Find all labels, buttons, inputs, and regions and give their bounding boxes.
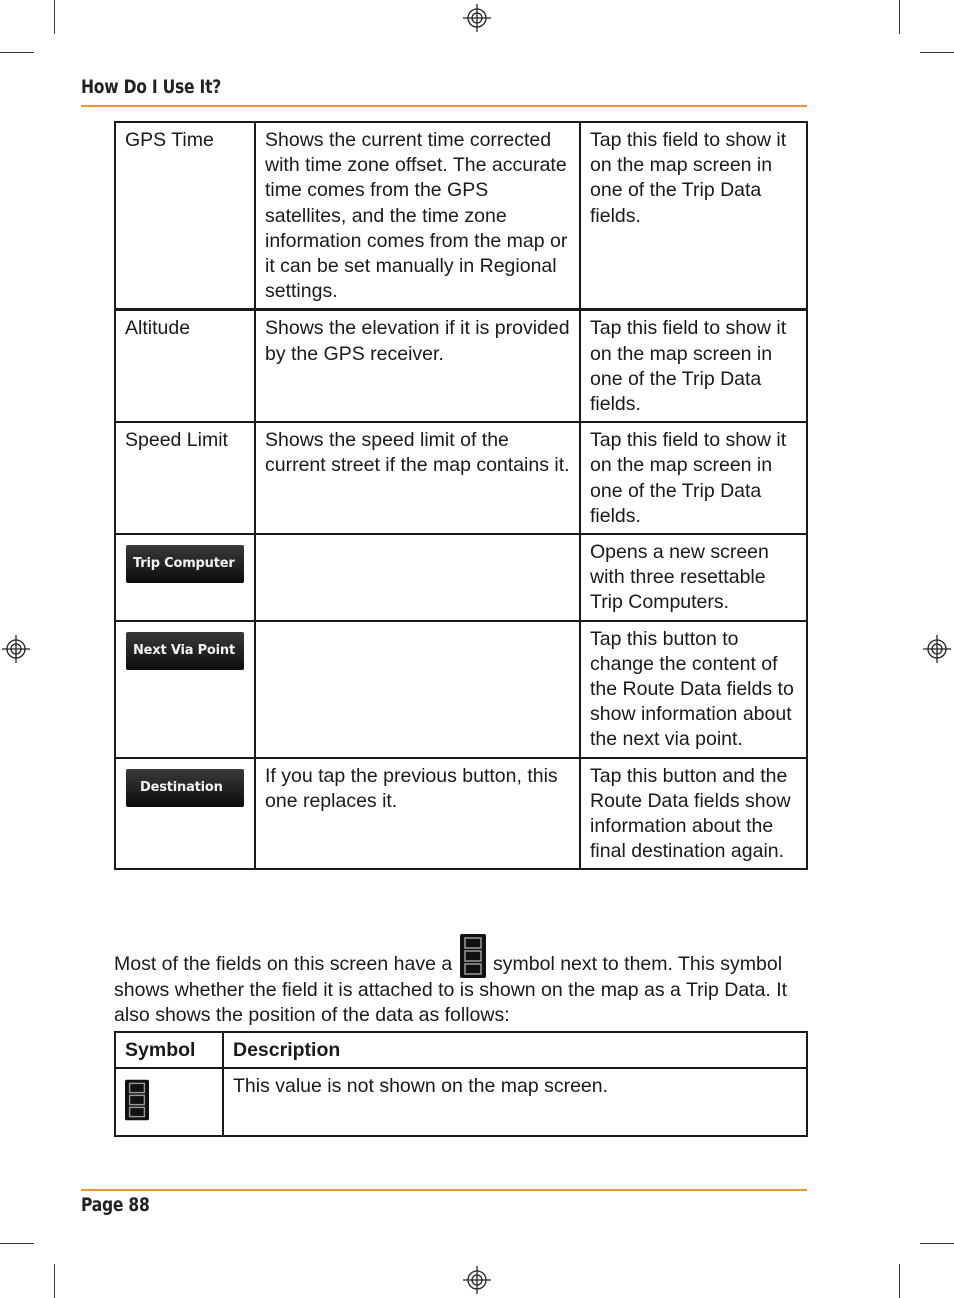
crop-mark — [920, 1243, 954, 1244]
table-row — [115, 310, 807, 422]
field-action: Tap this field to show it on the map screen in one of the Trip Data fields. — [580, 422, 807, 534]
crop-mark — [54, 1264, 55, 1298]
field-action: Tap this field to show it on the map screen in one of the Trip Data fields. — [580, 310, 807, 422]
table-row — [115, 758, 807, 870]
field-name: Speed Limit — [115, 422, 255, 534]
symbol-table — [114, 1031, 808, 1137]
description-column-header: Description — [223, 1032, 807, 1068]
table-header-row — [115, 1032, 807, 1068]
button-cell — [115, 534, 255, 621]
paragraph-text-before: Most of the fields on this screen have a — [114, 953, 453, 975]
registration-mark-icon — [923, 635, 951, 663]
crop-mark — [920, 52, 954, 53]
crop-mark — [899, 1264, 900, 1298]
button-cell — [115, 758, 255, 870]
field-name: GPS Time — [115, 122, 255, 310]
trip-data-position-icon — [125, 1078, 149, 1122]
crop-mark — [0, 1243, 34, 1244]
field-action: Tap this button and the Route Data fields show information about the final destination again. — [580, 758, 807, 870]
table-row — [115, 1068, 807, 1136]
symbol-description: This value is not shown on the map screen. — [223, 1068, 807, 1136]
destination-button[interactable]: Destination — [126, 769, 244, 807]
next-via-point-button[interactable]: Next Via Point — [126, 632, 244, 670]
table-row — [115, 621, 807, 758]
registration-mark-icon — [463, 4, 491, 32]
trip-data-fields-table — [114, 121, 808, 870]
field-description: Shows the current time corrected with time zone offset. The accurate time comes from the GPS satellites, and the time zone information comes from the map or it can be set manually in Regional settings. — [255, 122, 580, 310]
field-action: Tap this button to change the content of the Route Data fields to show information about the next via point. — [580, 621, 807, 758]
crop-mark — [0, 52, 34, 53]
crop-mark — [54, 0, 55, 34]
running-header: How Do I Use It? — [81, 76, 222, 98]
table-row — [115, 534, 807, 621]
field-name: Altitude — [115, 310, 255, 422]
field-description: Shows the speed limit of the current street if the map contains it. — [255, 422, 580, 534]
field-action: Opens a new screen with three resettable Trip Computers. — [580, 534, 807, 621]
crop-mark — [899, 0, 900, 34]
field-action: Tap this field to show it on the map screen in one of the Trip Data fields. — [580, 122, 807, 310]
footer-rule — [81, 1189, 807, 1191]
page-number: Page 88 — [81, 1194, 150, 1216]
table-row — [115, 422, 807, 534]
field-description — [255, 534, 580, 621]
field-description — [255, 621, 580, 758]
symbol-cell — [115, 1068, 223, 1136]
trip-data-position-icon — [460, 934, 486, 978]
table-row — [115, 122, 807, 310]
symbol-column-header: Symbol — [115, 1032, 223, 1068]
trip-computer-button[interactable]: Trip Computer — [126, 545, 244, 583]
field-description: Shows the elevation if it is provided by the GPS receiver. — [255, 310, 580, 422]
button-cell — [115, 621, 255, 758]
registration-mark-icon — [2, 635, 30, 663]
registration-mark-icon — [463, 1266, 491, 1294]
paragraph-text-after: symbol next to them. This symbol shows whether the field it is attached to is shown on the map as a Trip Data. It also shows the position of the data as follows: — [114, 953, 788, 1027]
field-description: If you tap the previous button, this one replaces it. — [255, 758, 580, 870]
header-rule — [81, 105, 807, 107]
explanation-paragraph — [114, 934, 814, 1029]
